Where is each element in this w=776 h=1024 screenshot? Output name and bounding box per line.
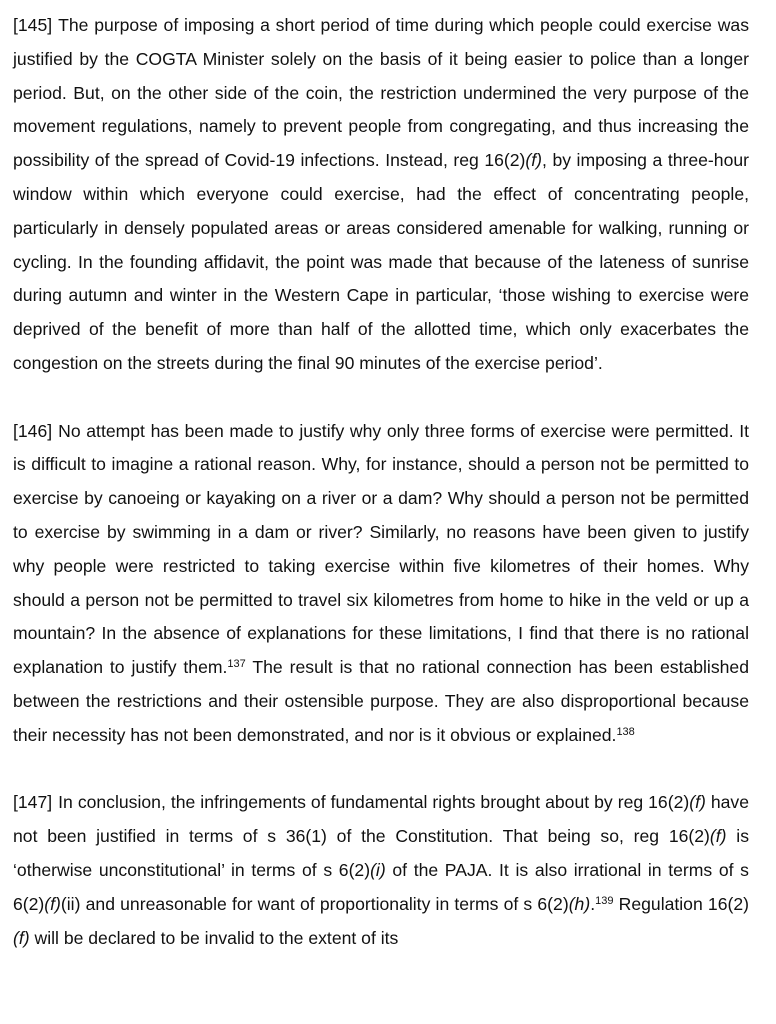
text-run: Regulation 16(2) bbox=[613, 893, 749, 914]
text-run: (ii) and unreasonable for want of proportionality in terms of s 6(2) bbox=[60, 893, 569, 914]
text-run: No attempt has been made to justify why only three forms of exercise were permitted. It is difficult to imagine a rational reason. Why, for instance, should a person not be permitted to exercise by canoeing or kayaking on a river or a dam? Why should a person not be permitted to exercise by swimming in a dam or river? Similarly, no reasons have been given to justify why people were restricted to taking exercise within five kilometres of their homes. Why should a person not be permitted to travel six kilometres from home to hike in the veld or up a mountain? In the absence of explanations for these limitations, I find that there is no rational explanation to justify them. bbox=[13, 420, 749, 678]
italic-text: (f) bbox=[525, 150, 543, 171]
footnote-reference[interactable]: 137 bbox=[227, 658, 246, 671]
text-run: will be declared to be invalid to the extent of its bbox=[29, 927, 399, 948]
text-run: is ‘otherwise unconstitutional’ in terms of s 6(2) bbox=[13, 826, 750, 880]
paragraph-number: [146] bbox=[13, 420, 53, 441]
text-run: of the PAJA. It is also irrational in terms of s 6(2) bbox=[13, 859, 749, 914]
text-run: , by imposing a three-hour window within which everyone could exercise, had the effect of concentrating people, particularly in densely populated areas or areas considered amenable for walking, running or cycling. In the founding affidavit, the point was made that because of the lateness of sunrise during autumn and winter in the Western Cape in particular, ‘those wishing to exercise were deprived of the benefit of more than half of the allotted time, which only exacerbates the congestion on the streets during the final 90 minutes of the exercise period’. bbox=[13, 150, 749, 373]
text-run: . bbox=[590, 893, 596, 914]
text-run: The result is that no rational connection has been established between the restrictions and their ostensible purpose. They are also disproportional because their necessity has not been demonstrated, and nor is it obvious or explained. bbox=[13, 657, 749, 745]
text-run: The purpose of imposing a short period of time during which people could exercise was justified by the COGTA Minister solely on the basis of it being easier to police than a longer period. But, on the other side of the coin, the restriction undermined the very purpose of the movement regulations, namely to prevent people from congregating, and thus increasing the possibility of the spread of Covid-19 infections. Instead, reg 16(2) bbox=[13, 15, 749, 171]
italic-text: (f) bbox=[44, 893, 61, 914]
document-page bbox=[13, 9, 749, 989]
paragraph-number: [147] bbox=[13, 792, 53, 813]
footnote-reference[interactable]: 138 bbox=[616, 725, 635, 738]
paragraph-text bbox=[13, 421, 749, 745]
paragraph-147 bbox=[13, 786, 749, 955]
text-run: In conclusion, the infringements of fundamental rights brought about by reg 16(2) bbox=[58, 792, 690, 813]
italic-text: (f) bbox=[709, 826, 727, 847]
italic-text: (f) bbox=[13, 927, 30, 948]
paragraph-text bbox=[13, 15, 749, 373]
text-run: have not been justified in terms of s 36(1) of the Constitution. That being so, reg 16(2) bbox=[13, 792, 749, 847]
italic-text: (f) bbox=[689, 792, 706, 813]
footnote-reference[interactable]: 139 bbox=[595, 894, 614, 907]
italic-text: (i) bbox=[370, 859, 386, 880]
paragraph-number: [145] bbox=[13, 15, 53, 35]
paragraph-146 bbox=[13, 415, 749, 753]
italic-text: (h) bbox=[568, 893, 591, 914]
paragraph-text bbox=[13, 792, 749, 947]
paragraph-145 bbox=[13, 9, 749, 381]
